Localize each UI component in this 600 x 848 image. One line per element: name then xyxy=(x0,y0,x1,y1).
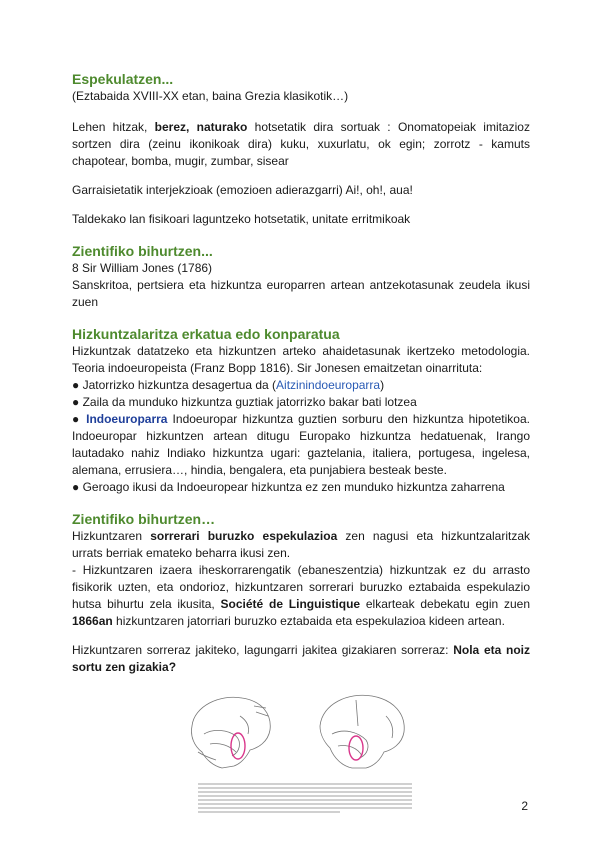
paragraph-gizakia: Hizkuntzaren sorreraz jakiteko, lagungarri jakitea gizakiaren sorreraz: Nola eta noiz sortu zen gizakia? xyxy=(72,643,531,674)
bullet-geroago: ● Geroago ikusi da Indoeuropear hizkuntza ez zen munduko hizkuntza zaharrena xyxy=(72,480,505,494)
skull-comparison-figure xyxy=(180,686,430,818)
skull-illustration xyxy=(180,686,430,818)
document-body xyxy=(72,70,530,818)
caption-lines xyxy=(198,784,412,812)
heading-zientifiko-2: Zientifiko bihurtzen… xyxy=(72,511,216,527)
paragraph-sorrerari: Hizkuntzaren sorrerari buruzko espekulazioa zen nagusi eta hizkuntzalaritzak urrats berriak emateko beharra ikusi zen. xyxy=(72,529,531,560)
heading-hizkuntzalaritza-erkatua: Hizkuntzalaritza erkatua edo konparatua xyxy=(72,326,340,342)
line-william-jones: 8 Sir William Jones (1786) xyxy=(72,261,213,275)
paragraph-sanskritoa: Sanskritoa, pertsiera eta hizkuntza europarren artean antzekotasunak zeudela ikusi zuen xyxy=(72,278,530,309)
indoeuroparra-link[interactable]: Indoeuroparra xyxy=(86,412,168,426)
right-skull-drawing xyxy=(320,695,404,768)
bullet-zaila: ● Zaila da munduko hizkuntza guztiak jatorrizko bakar bati lotzea xyxy=(72,395,417,409)
paragraph-unitate-erritmikoak: Taldekako lan fisikoari laguntzeko hotsetatik, unitate erritmikoak xyxy=(72,212,411,226)
heading-espekulatzen: Espekulatzen... xyxy=(72,71,174,87)
paragraph-ebaneszentzia: - Hizkuntzaren izaera iheskorrarengatik (ebaneszentzia) hizkuntzak ez du arrasto fisikorik uzten, eta ondorioz, hizkuntzaren sorrerari buruzko eztabaida espekulazio hutsa bihurtu zela ikusita, Société de Linguistique elkarteak debekatu egin zuen 1866an hizkuntzaren jatorriari buruzko eztabaida eta espekulazioa kideen artean. xyxy=(72,563,530,628)
bullet-jatorrizko: ● Jatorrizko hizkuntza desagertua da (Aitzinindoeuroparra) xyxy=(72,378,385,392)
heading-zientifiko-1: Zientifiko bihurtzen... xyxy=(72,243,213,259)
paragraph-lehen-hitzak: Lehen hitzak, berez, naturako hotsetatik dira sortuak : Onomatopeiak imitazioz sortzen dira (zeinu ikonikoak dira) kuku, xuxurlatu, ok egin; zorrotz - kamuts chapotear, bomba, mugir, zumbar, sisear xyxy=(72,120,530,168)
bullet-indoeuroparra: ● Indoeuroparra Indoeuropar hizkuntza guztien sorburu den hizkuntza hipotetikoa. Indoeuropar hizkuntzen artean ditugu Europako hizkuntza hedatuenak, Irango lautadako nahiz Indiako hizkuntza ugari: gaztelania, italiera, portugesa, ingelesa, alemana, errusiera…, hindia, bengalera, eta punjabiera besteak beste. xyxy=(72,412,530,477)
paragraph-interjekzioak: Garraisietatik interjekzioak (emozioen adierazgarri) Ai!, oh!, aua! xyxy=(72,183,413,197)
right-highlight-ellipse xyxy=(349,736,363,760)
espekulatzen-subtitle: (Eztabaida XVIII-XX etan, baina Grezia klasikotik…) xyxy=(72,89,349,103)
left-skull-drawing xyxy=(191,697,270,768)
paragraph-metodologia: Hizkuntzak datatzeko eta hizkuntzen arteko ahaidetasunak ikertzeko metodologia. Teoria indoeuropeista (Franz Bopp 1816). Sir Jonesen emaitzetan oinarrituta: xyxy=(72,344,530,375)
page-number: 2 xyxy=(521,799,528,813)
aitzinindoeuroparra-link[interactable]: Aitzinindoeuroparra xyxy=(276,378,381,392)
left-highlight-ellipse xyxy=(231,733,245,759)
